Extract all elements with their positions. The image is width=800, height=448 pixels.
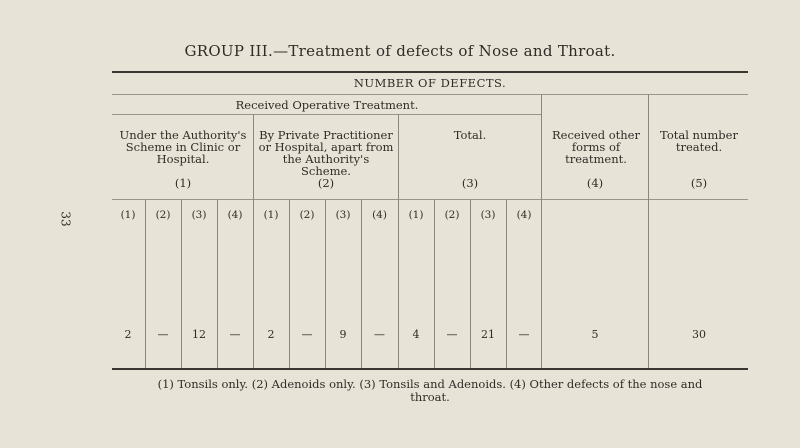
table-bottom-rule [112,368,748,370]
page-title: GROUP III.—Treatment of defects of Nose and Throat. [184,42,616,60]
table-cell: — [374,328,385,341]
total-treated-value: 30 [692,328,706,341]
subdivider [506,200,507,368]
table-cell: — [301,328,313,341]
subcol-label: (3) [335,209,351,221]
total-treated-header: Total number treated. [660,128,738,154]
table-cell: 4 [412,328,420,341]
subdivider [181,200,182,368]
page-number: 33 [58,211,73,227]
number-of-defects-header: NUMBER OF DEFECTS. [353,76,507,90]
table-cell: 21 [481,328,495,341]
table-cell: — [229,328,241,341]
subdivider [289,200,290,368]
subdivider [325,200,326,368]
subcol-label: (2) [299,209,315,221]
group2-number: (2) [317,176,335,190]
group3-number: (3) [461,176,479,190]
operative-treatment-header: Received Operative Treatment. [235,98,419,112]
subcol-label: (2) [155,209,171,221]
group2-header: By Private Practitioner or Hospital, apart from the Authority's Scheme. [258,128,394,178]
operative-rule [112,114,542,115]
table-cell: 2 [267,328,275,341]
total-treated-number: (5) [690,176,708,190]
subdivider [361,200,362,368]
subcol-label: (3) [191,209,207,221]
other-treatment-header: Received other forms of treatment. [552,128,640,166]
group-rule [112,199,748,200]
subcol-label: (4) [372,209,387,221]
subdivider [145,200,146,368]
subcol-label: (4) [516,209,532,221]
subcol-label: (4) [227,209,243,221]
group1-number: (1) [174,176,192,190]
table-cell: 9 [339,328,347,341]
other-treatment-value: 5 [591,328,599,341]
table-cell: — [446,328,458,341]
header-rule [112,94,748,95]
subcol-label: (2) [444,209,460,221]
group3-header: Total. [453,128,487,142]
divider-operative-other [541,94,542,368]
subcol-label: (3) [480,209,496,221]
subcol-label: (1) [120,209,136,221]
footnote: (1) Tonsils only. (2) Adenoids only. (3) Tonsils and Adenoids. (4) Other defects of the nose and throat. [157,377,703,404]
subcol-label: (1) [263,209,279,221]
divider-other-total [648,94,649,368]
table-cell: 2 [124,328,132,341]
subdivider [434,200,435,368]
table-top-rule [112,71,748,73]
table-cell: — [157,328,169,341]
group1-header: Under the Authority's Scheme in Clinic or Hospital. [119,128,247,166]
subdivider [470,200,471,368]
subcol-label: (1) [408,209,424,221]
subdivider [217,200,218,368]
table-cell: 12 [192,328,206,341]
table-cell: — [518,328,530,341]
other-treatment-number: (4) [586,176,604,190]
